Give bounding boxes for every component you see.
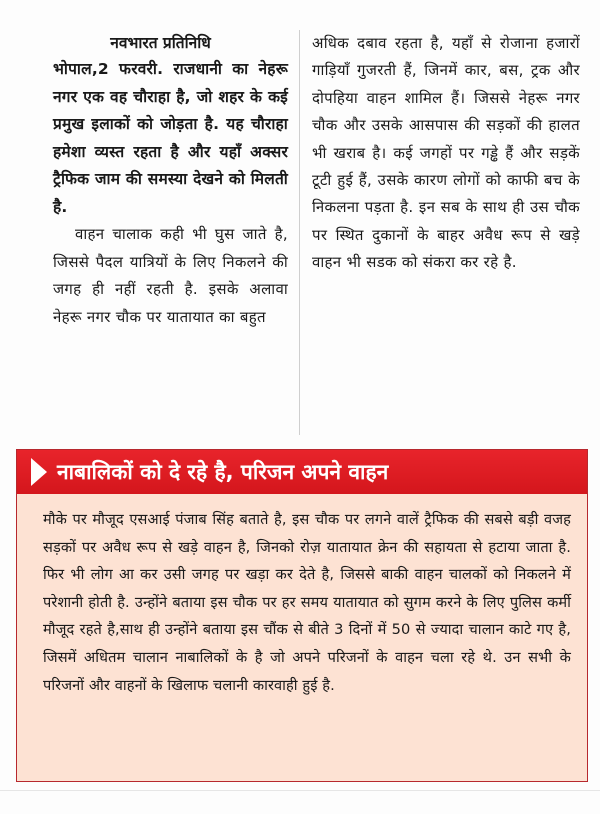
- lead-paragraph: भोपाल,2 फरवरी. राजधानी का नेहरू नगर एक वह चौराहा है, जो शहर के कई प्रमुख इलाकों को जोड़ता है. यह चौराहा हमेशा व्यस्त रहता है और यहाँ अक्सर ट्रैफिक जाम की समस्या देखने को मिलती है.: [53, 60, 288, 216]
- body-paragraph-2: अधिक दबाव रहता है, यहाँ से रोजाना हजारों गाड़ियाँ गुजरती हैं, जिनमें कार, बस, ट्रक और दोपहिया वाहन शामिल हैं। जिससे नेहरू नगर चौक और उसके आसपास की सड़कों की हालत भी खराब है। कई जगहों पर गड्ढे हैं और सड़कें टूटी हुई हैं, उसके कारण लोगों को काफी बच के निकलना पड़ता है. इन सब के साथ ही उस चौक पर स्थित दुकानों के बाहर अवैध रूप से खड़े वाहन भी सडक को संकरा कर रहे है.: [312, 34, 580, 272]
- box-title: नाबालिकों को दे रहे है, परिजन अपने वाहन: [57, 460, 389, 484]
- byline: नवभारत प्रतिनिधि: [110, 34, 211, 52]
- box-body-text: मौके पर मौजूद एसआई पंजाब सिंह बताते है, इस चौक पर लगने वालें ट्रैफिक की सबसे बड़ी वजह सड़कों पर अवैध रूप से खड़े वाहन है, जिनको रोज़ यातायात क्रेन की सहायता से हटाया जाता है. फिर भी लोग आ कर उसी जगह पर खड़ा कर देते है, जिससे बाकी वाहन चालकों को निकलने में परेशानी होती है. उन्होंने बताया इस चौक पर हर समय यातायात को सुगम करने के लिए पुलिस कर्मी मौजूद रहते है,साथ ही उन्होंने बताया इस चौंक से बीते 3 दिनों में 50 से ज्यादा चालान काटे गए है, जिसमें अधितम चालान नाबालिकों के है जो अपने परिजनों के वाहन चला रहे थे. उन सभी के परिजनों और वाहनों के खिलाफ चलानी कारवाही हुई है.: [43, 511, 571, 694]
- left-column: [53, 30, 288, 331]
- play-arrow-icon: [31, 458, 47, 486]
- bottom-divider: [0, 790, 600, 791]
- column-divider: [299, 30, 300, 435]
- sidebar-box: [16, 449, 588, 782]
- right-column: [312, 30, 580, 277]
- box-banner: [17, 450, 587, 494]
- body-paragraph-1: वाहन चालाक कही भी घुस जाते है, जिससे पैदल यात्रियों के लिए निकलने की जगह ही नहीं रहती है. इसके अलावा नेहरू नगर चौक पर यातायात का बहुत: [53, 225, 288, 326]
